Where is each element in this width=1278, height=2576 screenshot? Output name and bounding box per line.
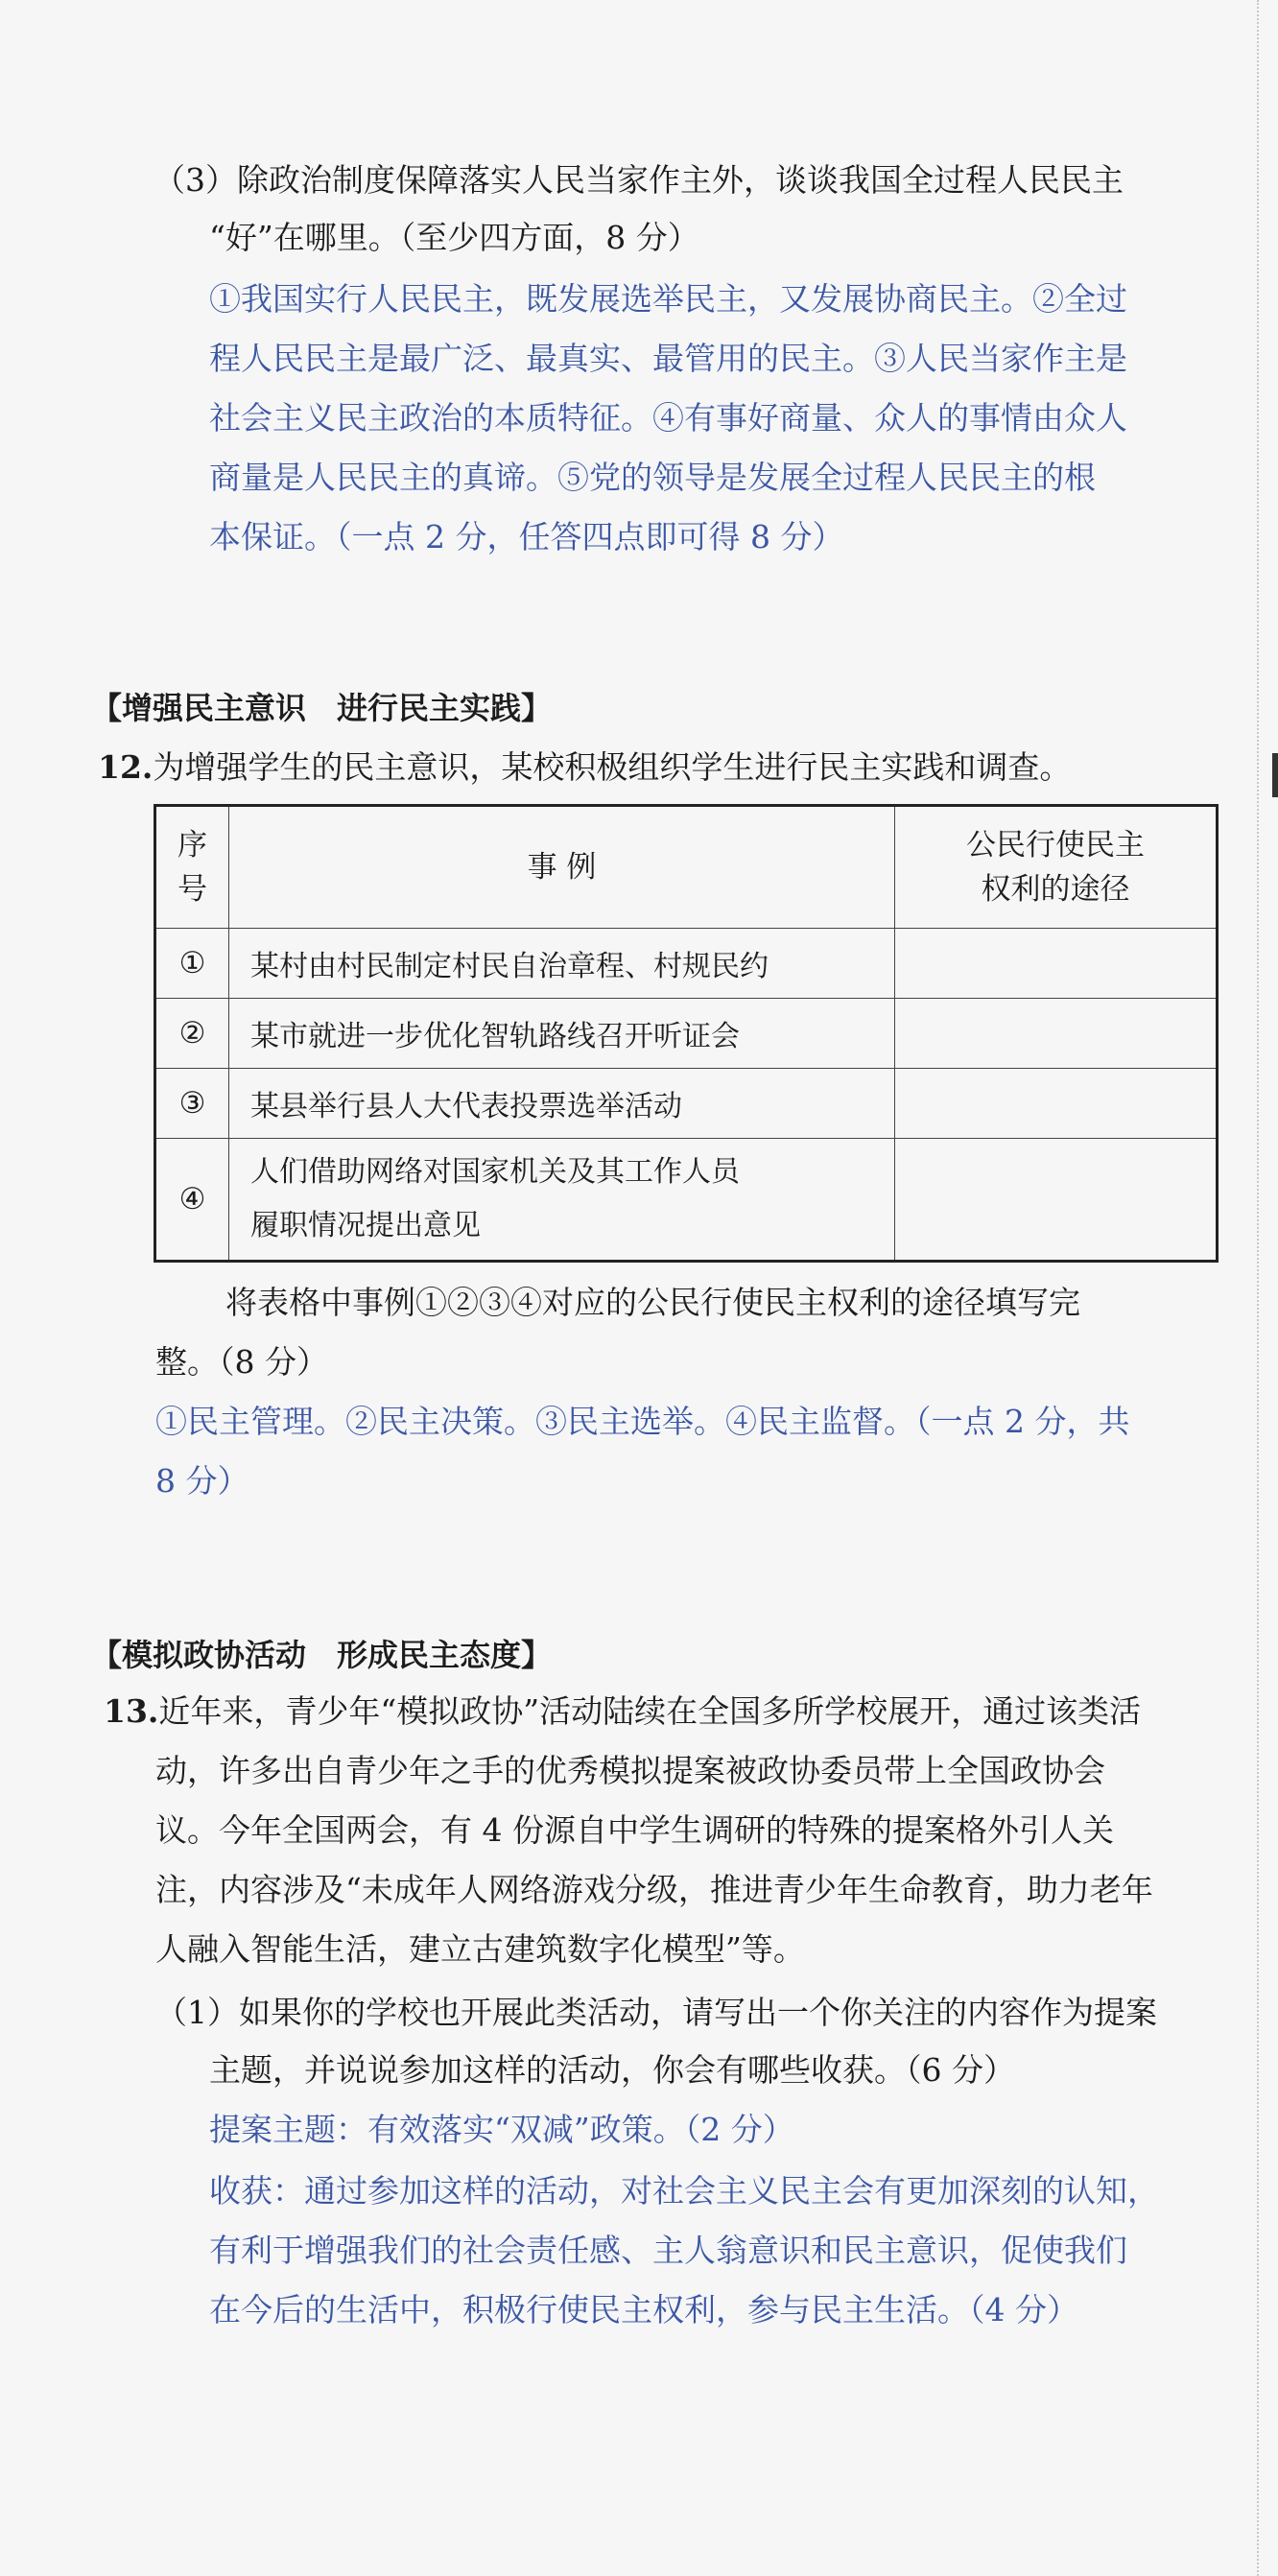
table-header-approach (895, 806, 1218, 929)
q11-answer-line: 社会主义民主政治的本质特征。④有事好商量、众人的事情由众人 (209, 399, 1127, 437)
row-answer-cell (895, 1139, 1218, 1262)
row-number: ④ (155, 1139, 229, 1262)
table-header-approach-line1: 公民行使民主 (966, 828, 1145, 863)
table-row (155, 929, 1218, 999)
section-heading-democratic-practice: 【增强民主意识 进行民主实践】 (91, 690, 553, 726)
q13-number: 13. (104, 1692, 159, 1730)
table-header-number: 序号 (155, 806, 229, 929)
q12-number: 12. (98, 748, 154, 786)
q11-answer-line: 程人民民主是最广泛、最真实、最管用的民主。③人民当家作主是 (209, 340, 1127, 377)
row-number: ② (155, 999, 229, 1069)
q13-answer-line: 有利于增强我们的社会责任感、主人翁意识和民主意识，促使我们 (209, 2232, 1127, 2269)
row-answer-cell (895, 1069, 1218, 1139)
table-header-case: 事 例 (229, 806, 895, 929)
section-heading-cppcc-simulation: 【模拟政协活动 形成民主态度】 (91, 1637, 553, 1673)
table-header-approach-line2: 权利的途径 (981, 872, 1130, 907)
q13-answer-line: 在今后的生活中，积极行使民主权利，参与民主生活。（4 分） (209, 2291, 1078, 2328)
q12-answer-line1: ①民主管理。②民主决策。③民主选举。④民主监督。（一点 2 分，共 (155, 1403, 1130, 1440)
q12-instruction-line1: 将表格中事例①②③④对应的公民行使民主权利的途径填写完 (225, 1284, 1080, 1321)
row-case-line2: 履职情况提出意见 (250, 1209, 481, 1242)
q12-stem (98, 748, 1071, 787)
row-case: 某村由村民制定村民自治章程、村规民约 (229, 929, 895, 999)
table-row (155, 1139, 1218, 1262)
q12-answer-line2: 8 分） (155, 1462, 249, 1500)
q13-stem-line1 (104, 1692, 1141, 1731)
page-edge-marker (1272, 753, 1278, 797)
table-row (155, 999, 1218, 1069)
q13-answer-line: 收获：通过参加这样的活动，对社会主义民主会有更加深刻的认知， (209, 2172, 1159, 2210)
q11-part3-question-line2: “好”在哪里。（至少四方面，8 分） (209, 219, 699, 256)
q13-stem-line: 注，内容涉及“未成年人网络游戏分级，推进青少年生命教育，助力老年 (155, 1871, 1153, 1908)
row-answer-cell (895, 999, 1218, 1069)
q13-part1-question-line2: 主题，并说说参加这样的活动，你会有哪些收获。（6 分） (209, 2051, 1015, 2089)
table-row (155, 1069, 1218, 1139)
q11-part3-question-line1: （3）除政治制度保障落实人民当家作主外，谈谈我国全过程人民民主 (154, 161, 1124, 199)
page-edge-divider (1255, 0, 1259, 2576)
q11-answer-line: 本保证。（一点 2 分，任答四点即可得 8 分） (209, 518, 844, 555)
q13-stem-line: 动，许多出自青少年之手的优秀模拟提案被政协委员带上全国政协会 (155, 1752, 1105, 1789)
q13-answer-line: 提案主题：有效落实“双减”政策。（2 分） (209, 2111, 794, 2148)
q13-stem-text: 近年来，青少年“模拟政协”活动陆续在全国多所学校展开，通过该类活 (158, 1692, 1142, 1730)
row-number: ① (155, 929, 229, 999)
row-number: ③ (155, 1069, 229, 1139)
q12-instruction-line2: 整。（8 分） (155, 1343, 328, 1381)
row-case-line1: 人们借助网络对国家机关及其工作人员 (250, 1155, 740, 1189)
row-case (229, 1139, 895, 1262)
q12-table (154, 804, 1219, 1263)
row-answer-cell (895, 929, 1218, 999)
row-case: 某县举行县人大代表投票选举活动 (229, 1069, 895, 1139)
q12-text: 为增强学生的民主意识，某校积极组织学生进行民主实践和调查。 (153, 748, 1072, 786)
q13-stem-line: 议。今年全国两会，有 4 份源自中学生调研的特殊的提案格外引人关 (155, 1811, 1114, 1849)
q13-stem-line: 人融入智能生活，建立古建筑数字化模型”等。 (155, 1930, 805, 1968)
q11-answer-line: 商量是人民民主的真谛。⑤党的领导是发展全过程人民民主的根 (209, 459, 1096, 496)
q11-answer-line: ①我国实行人民民主，既发展选举民主，又发展协商民主。②全过 (209, 280, 1127, 318)
row-case: 某市就进一步优化智轨路线召开听证会 (229, 999, 895, 1069)
q13-part1-question-line1: （1）如果你的学校也开展此类活动，请写出一个你关注的内容作为提案 (155, 1994, 1157, 2031)
